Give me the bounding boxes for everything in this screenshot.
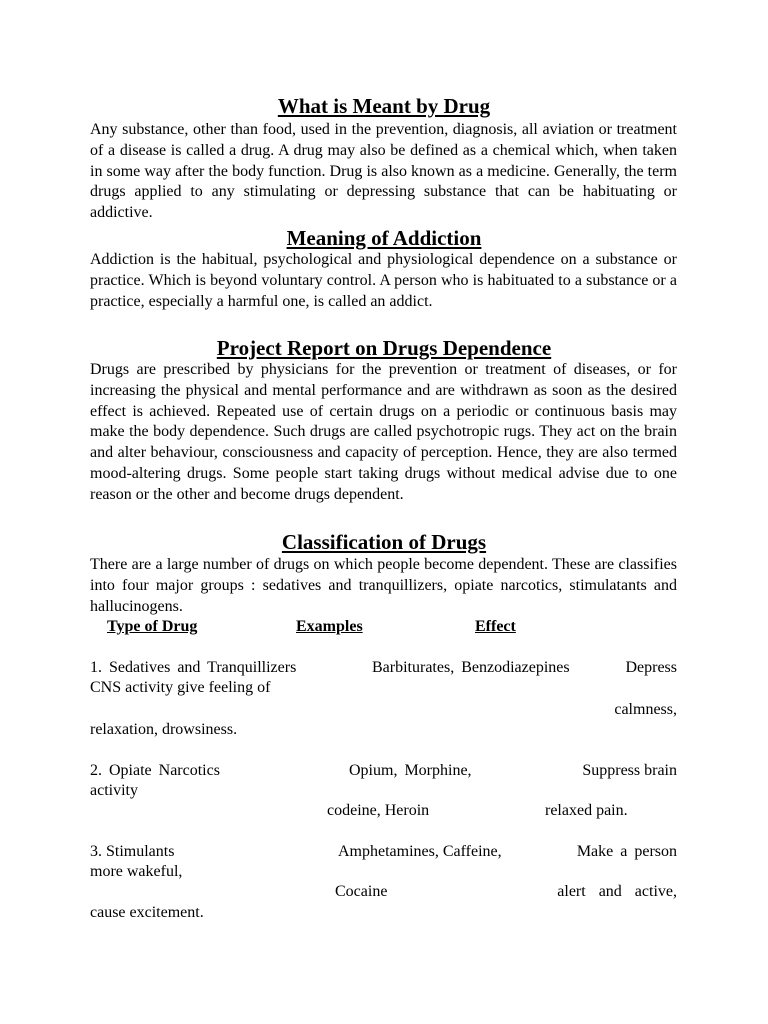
drug-effect: cause excitement.	[90, 904, 204, 921]
drug-effect: more wakeful,	[90, 863, 183, 880]
drug-effect: Make a person	[576, 843, 677, 860]
drug-examples: Barbiturates, Benzodiazepines	[372, 659, 570, 676]
section-paragraph: There are a large number of drugs on which people become dependent. These are classifies into four major groups : sedatives and tranquillizers, opiate narcotics, stimulatants and hallucinogens.	[90, 556, 677, 615]
table-header-examples: Examples	[296, 618, 363, 635]
table-header-type: Type of Drug	[107, 618, 198, 635]
drug-effect: Depress	[625, 659, 677, 676]
section-paragraph: Drugs are prescribed by physicians for the prevention or treatment of diseases, or for increasing the physical and mental performance and are withdrawn as soon as the desired effect is achieved. Repeated use of certain drugs on a periodic or continuous basis may make the body dependence. Such drugs are called psychotropic rugs. They act on the brain and alter behaviour, consciousness and capacity of perception. Hence, they are also termed mood-altering drugs. Some people start taking drugs without medical advise due to one reason or the other and become drugs dependent.	[90, 361, 677, 503]
drug-type: 1. Sedatives and Tranquillizers	[90, 659, 297, 676]
table-header-effect: Effect	[475, 618, 516, 635]
drug-effect: relaxation, drowsiness.	[90, 721, 238, 738]
drug-examples: codeine, Heroin	[327, 802, 430, 819]
drug-effect: alert and active,	[557, 883, 677, 900]
section-heading: What is Meant by Drug	[277, 94, 491, 118]
drug-examples: Cocaine	[335, 883, 388, 900]
drug-examples: Amphetamines, Caffeine,	[338, 843, 502, 860]
section-heading: Meaning of Addiction	[286, 226, 482, 250]
drug-type: 3. Stimulants	[90, 843, 175, 860]
drug-effect: activity	[90, 782, 138, 799]
section-paragraph: Any substance, other than food, used in the prevention, diagnosis, all aviation or treatment of a disease is called a drug. A drug may also be defined as a chemical which, when taken in some way after the body function. Drug is also known as a medicine. Generally, the term drugs applied to any stimulating or depressing substance that can be habituating or addictive.	[90, 121, 677, 222]
section-paragraph: Addiction is the habitual, psychological and physiological dependence on a substance or practice. Which is beyond voluntary control. A person who is habituated to a substance or a practice, especially a harmful one, is called an addict.	[90, 251, 677, 310]
section-heading: Classification of Drugs	[281, 530, 487, 554]
drug-effect: relaxed pain.	[545, 802, 628, 819]
drug-effect: Suppress brain	[582, 762, 677, 779]
section-heading: Project Report on Drugs Dependence	[216, 336, 552, 360]
drug-type: 2. Opiate Narcotics	[90, 762, 220, 779]
drug-examples: Opium, Morphine,	[349, 762, 472, 779]
drug-effect: calmness,	[614, 701, 677, 718]
drug-effect: CNS activity give feeling of	[90, 679, 271, 696]
